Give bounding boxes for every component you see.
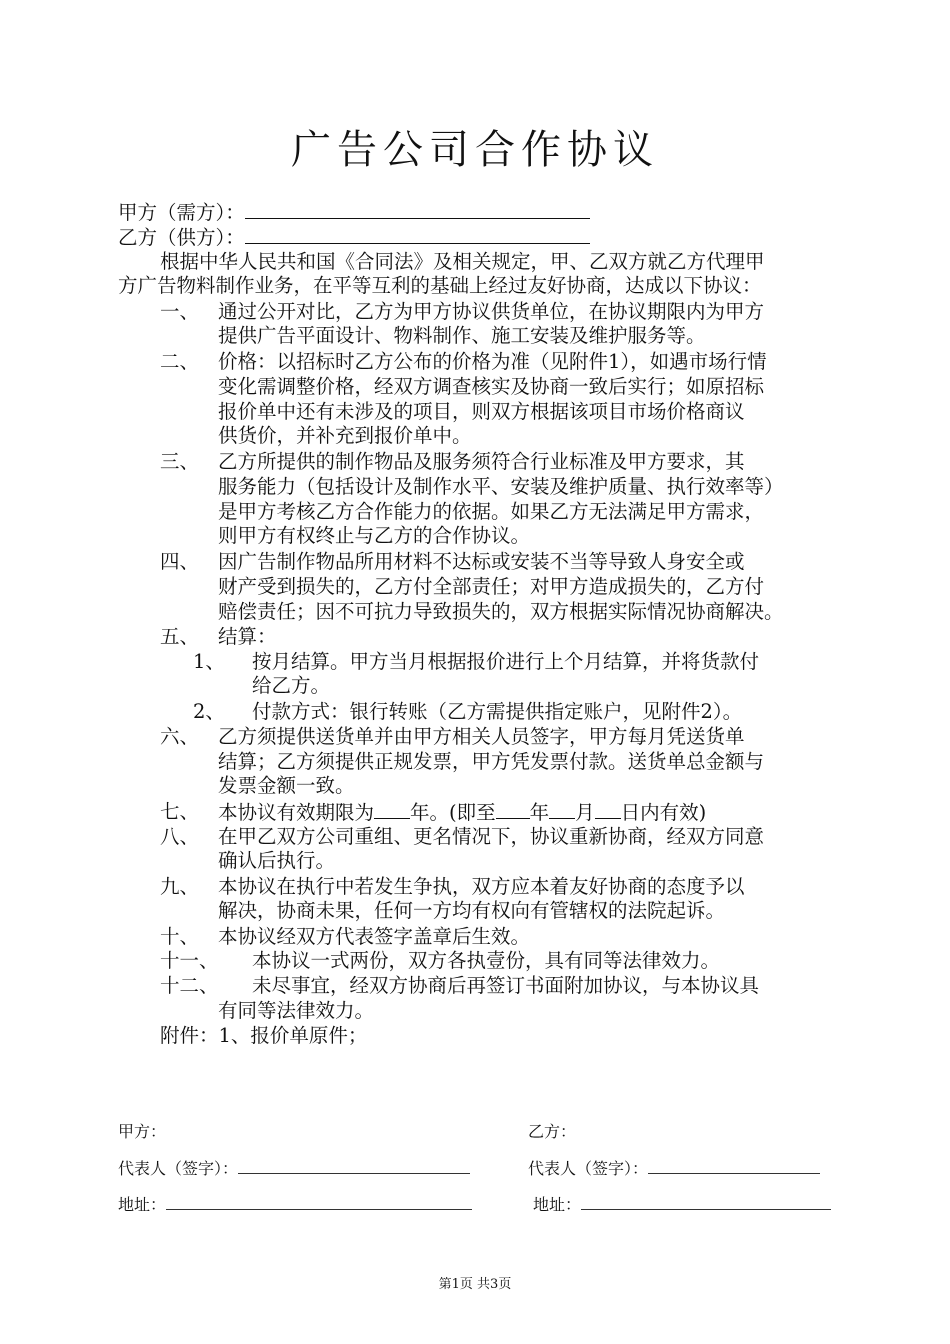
party-a-signature-label: 甲方： [118, 1122, 167, 1141]
clause-line: 解决，协商未果，任何一方均有权向有管辖权的法院起诉。 [218, 899, 726, 922]
clause-line: 乙方所提供的制作物品及服务须符合行业标准及甲方要求，其 [218, 450, 745, 473]
clause-7-text: 年 [529, 801, 550, 824]
clause-line: 有同等法律效力。 [218, 999, 375, 1022]
clause-number: 四、 [160, 550, 200, 573]
party-a-row [118, 200, 590, 225]
party-b-blank[interactable] [245, 225, 590, 244]
clause-line: 本协议经双方代表签字盖章后生效。 [218, 925, 531, 948]
clause-7-text: 月 [575, 801, 595, 824]
clause-line: 供货价，并补充到报价单中。 [218, 424, 472, 447]
clause-line: 本协议一式两份，双方各执壹份，具有同等法律效力。 [252, 949, 721, 972]
page-footer: 第1页 共3页 [438, 1277, 512, 1292]
clause-7-line [218, 800, 706, 825]
sub-clause-line: 付款方式：银行转账（乙方需提供指定账户，见附件2）。 [252, 700, 743, 723]
sub-clause-number: 2、 [193, 700, 225, 723]
document-title: 广告公司合作协议 [291, 127, 659, 173]
clause-7-text: 年。(即至 [410, 801, 496, 824]
sub-clause-line: 给乙方。 [252, 674, 331, 697]
end-year-blank[interactable] [496, 800, 530, 819]
clause-line: 发票金额一致。 [218, 774, 355, 797]
clause-line: 未尽事宜，经双方协商后再签订书面附加协议，与本协议具 [252, 974, 760, 997]
party-b-address-line[interactable] [581, 1193, 831, 1210]
clause-line: 则甲方有权终止与乙方的合作协议。 [218, 524, 531, 547]
address-label: 地址： [533, 1195, 582, 1214]
clause-line: 提供广告平面设计、物料制作、施工安装及维护服务等。 [218, 324, 706, 347]
end-day-blank[interactable] [595, 800, 621, 819]
clause-line: 报价单中还有未涉及的项目，则双方根据该项目市场价格商议 [218, 400, 745, 423]
party-a-blank[interactable] [245, 200, 590, 219]
clause-line: 因广告制作物品所用材料不达标或安装不当等导致人身安全或 [218, 550, 745, 573]
party-a-rep-signature-line[interactable] [238, 1157, 470, 1174]
party-b-rep-row [528, 1157, 820, 1180]
party-b-signature-label: 乙方： [528, 1122, 577, 1141]
rep-label: 代表人（签字）： [118, 1159, 239, 1178]
party-a-label: 甲方（需方）： [118, 201, 245, 224]
clause-number: 十二、 [160, 974, 219, 997]
term-years-blank[interactable] [374, 800, 410, 819]
clause-number: 三、 [160, 450, 200, 473]
clause-line: 服务能力（包括设计及制作水平、安装及维护质量、执行效率等） [218, 475, 784, 498]
party-b-label: 乙方（供方）： [118, 226, 245, 249]
clause-number: 一、 [160, 300, 200, 323]
clause-number: 十一、 [160, 949, 219, 972]
sub-clause-number: 1、 [193, 650, 225, 673]
clause-line: 赔偿责任；因不可抗力导致损失的，双方根据实际情况协商解决。 [218, 600, 784, 623]
clause-line: 在甲乙双方公司重组、更名情况下，协议重新协商，经双方同意 [218, 825, 765, 848]
clause-7-text: 日内有效) [620, 801, 707, 824]
clause-number: 八、 [160, 825, 200, 848]
party-b-address-row [533, 1193, 831, 1216]
clause-number: 六、 [160, 725, 200, 748]
party-b-rep-signature-line[interactable] [648, 1157, 820, 1174]
clause-line: 变化需调整价格，经双方调查核实及协商一致后实行；如原招标 [218, 375, 765, 398]
preamble-line: 方广告物料制作业务，在平等互利的基础上经过友好协商，达成以下协议： [118, 274, 762, 297]
attachment-line: 附件：1、报价单原件； [160, 1024, 368, 1047]
clause-line: 是甲方考核乙方合作能力的依据。如果乙方无法满足甲方需求， [218, 500, 765, 523]
clause-number: 五、 [160, 625, 200, 648]
clause-line: 结算；乙方须提供正规发票，甲方凭发票付款。送货单总金额与 [218, 750, 765, 773]
clause-line: 财产受到损失的，乙方付全部责任；对甲方造成损失的，乙方付 [218, 575, 765, 598]
end-month-blank[interactable] [549, 800, 575, 819]
clause-number: 九、 [160, 875, 200, 898]
party-a-address-row [118, 1193, 472, 1216]
clause-line: 结算： [218, 625, 277, 648]
clause-number: 七、 [160, 800, 200, 823]
rep-label: 代表人（签字）： [528, 1159, 649, 1178]
party-b-row [118, 225, 590, 250]
clause-line: 本协议在执行中若发生争执，双方应本着友好协商的态度予以 [218, 875, 745, 898]
preamble-line: 根据中华人民共和国《合同法》及相关规定，甲、乙双方就乙方代理甲 [160, 250, 765, 273]
clause-number: 二、 [160, 350, 200, 373]
sub-clause-line: 按月结算。甲方当月根据报价进行上个月结算，并将货款付 [252, 650, 760, 673]
clause-number: 十、 [160, 925, 200, 948]
clause-line: 价格：以招标时乙方公布的价格为准（见附件1），如遇市场行情 [218, 350, 767, 373]
clause-line: 通过公开对比，乙方为甲方协议供货单位，在协议期限内为甲方 [218, 300, 765, 323]
address-label: 地址： [118, 1195, 167, 1214]
party-a-address-line[interactable] [166, 1193, 472, 1210]
clause-7-text: 本协议有效期限为 [218, 801, 375, 824]
party-a-rep-row [118, 1157, 470, 1180]
clause-line: 确认后执行。 [218, 849, 336, 872]
clause-line: 乙方须提供送货单并由甲方相关人员签字，甲方每月凭送货单 [218, 725, 745, 748]
